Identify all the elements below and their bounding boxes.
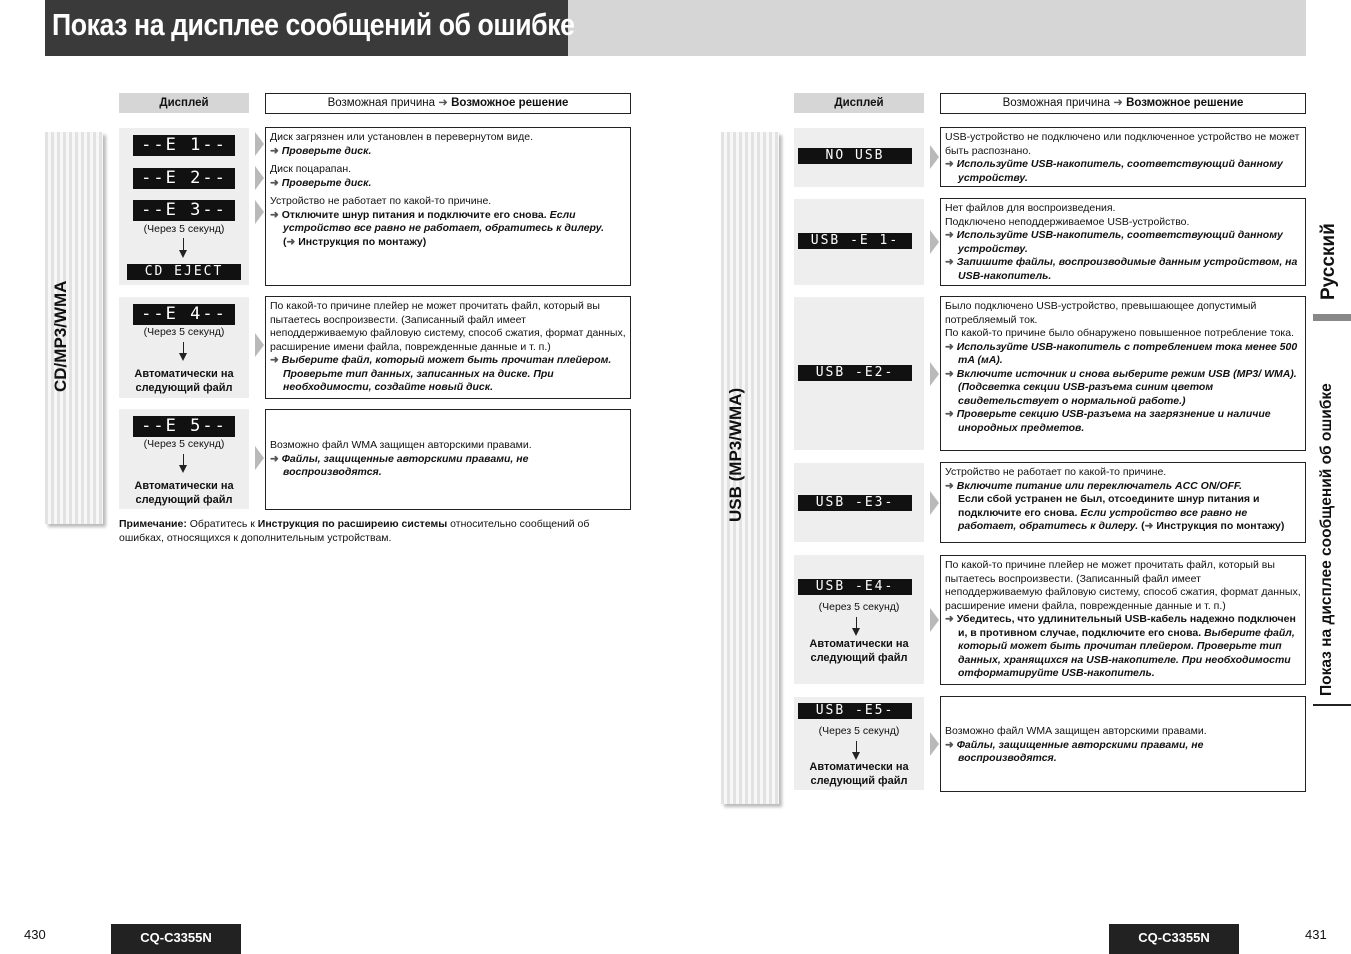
solution-e2: Проверьте диск. — [281, 176, 372, 189]
footnote-text: Обратитесь к — [189, 518, 255, 530]
display-panel-usb-e4 — [794, 555, 924, 684]
arrow-icon: ➜ — [270, 452, 279, 465]
display-panel-no-usb — [794, 128, 924, 187]
solution-text — [270, 177, 626, 191]
pointer-icon — [255, 333, 264, 357]
solution-no-usb: Используйте USB-накопитель, соответствующий данному устройству. — [956, 158, 1283, 184]
solution-text — [945, 480, 1301, 494]
header-cause: Возможная причина — [1002, 97, 1111, 109]
cause-text: Устройство не работает по какой-то причине. — [945, 466, 1167, 478]
solution-usb-e1-1: Используйте USB-накопитель, соответствующий данному устройству. — [956, 229, 1283, 255]
arrow-icon: ➜ — [945, 613, 954, 625]
arrow-icon: ➜ — [945, 229, 954, 241]
solution-usb-e3-2a: Если сбой устранен не был, отсоедините шнур питания и подключите его снова. — [958, 493, 1260, 519]
display-panel-cd-e4 — [119, 297, 249, 398]
cause-box-no-usb — [940, 127, 1306, 187]
solution-e5: Файлы, защищенные авторскими правами, не воспроизводятся. — [281, 452, 529, 478]
display-panel-usb-e3 — [794, 463, 924, 542]
section-label-usb: USB (MP3/WMA) — [726, 387, 745, 522]
pointer-icon — [255, 446, 264, 470]
arrow-icon: ➜ — [945, 256, 954, 268]
solution-e1: Проверьте диск. — [281, 144, 372, 157]
solution-e3-ref: Инструкция по монтажу — [298, 235, 423, 248]
cause-text: Возможно файл WMA защищен авторскими правами. — [945, 725, 1207, 737]
display-panel-usb-e2 — [794, 297, 924, 450]
arrow-icon: ➜ — [270, 176, 279, 189]
cause-text: Нет файлов для воспроизведения. — [945, 202, 1116, 214]
side-divider — [1313, 314, 1351, 321]
down-arrow-icon — [856, 741, 857, 758]
arrow-icon: ➜ — [270, 208, 279, 221]
cause-text: Было подключено USB-устройство, превышающее допустимый потребляемый ток. — [945, 300, 1257, 326]
lcd-no-usb: NO USB — [798, 148, 912, 164]
solution-text — [945, 229, 1301, 256]
solution-text — [945, 368, 1301, 409]
lcd-e3: --E 3-- — [133, 200, 235, 221]
after-5-seconds: (Через 5 секунд) — [143, 326, 225, 338]
auto-next-file: Автоматически на следующий файл — [134, 480, 234, 506]
solution-text — [270, 145, 626, 159]
cause-box-usb-e5 — [940, 696, 1306, 792]
cause-text: По какой-то причине плейер не может прочитать файл, который вы пытаетесь воспроизвести. (Записанный файл имеет неподдерживаемую файловую систему, способ сжатия, формат данных, расширение имени файла, поврежденные данные и т. п.) — [270, 300, 626, 353]
cause-text: Подключено неподдерживаемое USB-устройство. — [945, 215, 1190, 228]
solution-text: ➜ Отключите шнур питания и подключите его снова. Если устройство все равно не работает, обратитесь к дилеру. (➜ Инструкция по монтажу) — [270, 208, 605, 248]
cause-box-usb-e3 — [940, 462, 1306, 543]
lcd-usb-e3: USB -E3- — [798, 495, 912, 511]
lcd-cd-eject: CD EJECT — [127, 264, 241, 280]
solution-usb-e4-b: Выберите файл, который может быть прочитан плейером. Проверьте тип данных, хранящихся на USB-накопителе. При необходимости отформатируйте USB-накопитель. — [958, 626, 1295, 679]
solution-e3-a: Отключите шнур питания и подключите его снова. — [281, 208, 547, 221]
auto-next-file: Автоматически на следующий файл — [134, 368, 234, 394]
after-5-seconds: (Через 5 секунд) — [143, 438, 225, 450]
arrow-icon: ➜ — [945, 738, 954, 751]
lcd-e5: --E 5-- — [133, 416, 235, 437]
lcd-e2: --E 2-- — [133, 168, 235, 189]
side-underline — [1313, 704, 1351, 706]
pointer-icon — [930, 145, 939, 169]
pointer-icon — [930, 230, 939, 254]
footnote — [119, 517, 629, 545]
cause-box-usb-e2 — [940, 296, 1306, 451]
cause-text: Диск загрязнен или установлен в перевернутом виде. — [270, 131, 534, 143]
solution-text — [270, 354, 626, 395]
solution-text — [270, 453, 626, 480]
cause-text: По какой-то причине было обнаружено повышенное потребление тока. — [945, 327, 1294, 339]
lcd-usb-e1: USB -E 1- — [798, 233, 912, 249]
cause-text: USB-устройство не подключено или подключенное устройство не может быть распознано. — [945, 131, 1300, 157]
arrow-icon: ➜ — [945, 408, 954, 420]
pointer-icon — [930, 491, 939, 515]
display-panel-usb-e5 — [794, 697, 924, 790]
solution-text — [945, 613, 1301, 681]
side-language-label: Русский — [1318, 223, 1339, 300]
solution-text — [945, 256, 1301, 283]
down-arrow-icon — [183, 342, 184, 359]
solution-e4: Выберите файл, который может быть прочитан плейером. Проверьте тип данных, записанных на диске. При необходимости, создайте новый диск. — [281, 354, 612, 393]
arrow-icon: ➜ — [945, 367, 954, 380]
pointer-icon — [930, 608, 939, 632]
display-panel-cd-e1-e3 — [119, 128, 249, 285]
down-arrow-icon — [183, 454, 184, 471]
solution-text — [945, 341, 1301, 368]
header-solution: Возможное решение — [1126, 97, 1244, 109]
cause-box-usb-e1 — [940, 198, 1306, 286]
pointer-icon — [930, 732, 939, 756]
cause-text: Диск поцарапан. — [270, 163, 352, 175]
solution-e3-b: Если устройство все равно не работает, обратитесь к дилеру. — [283, 208, 605, 234]
display-panel-usb-e1 — [794, 199, 924, 285]
down-arrow-icon — [856, 617, 857, 634]
page-number-right: 431 — [1305, 927, 1327, 942]
section-label-cd: CD/MP3/WMA — [51, 280, 70, 392]
display-panel-cd-e5 — [119, 409, 249, 509]
solution-usb-e3-1: Включите питание или переключатель ACC ON/OFF. — [956, 479, 1243, 492]
lcd-e4: --E 4-- — [133, 304, 235, 325]
header-display: Дисплей — [119, 93, 249, 113]
solution-text — [945, 408, 1301, 435]
down-arrow-icon — [183, 238, 184, 256]
cause-box-usb-e4 — [940, 555, 1306, 685]
arrow-icon: ➜ — [270, 144, 279, 157]
cause-box-cd-e1-e3 — [265, 127, 631, 286]
auto-next-file: Автоматически на следующий файл — [809, 761, 909, 787]
solution-usb-e3-2b: Если устройство все равно не работает, обратитесь к дилеру. — [958, 506, 1248, 532]
arrow-icon: ➜ — [438, 97, 448, 109]
arrow-icon: ➜ — [945, 479, 954, 492]
cause-text: Устройство не работает по какой-то причине. — [270, 195, 492, 207]
cause-box-cd-e5 — [265, 409, 631, 510]
footnote-reference: Инструкция по расширеию системы — [257, 518, 448, 530]
after-5-seconds: (Через 5 секунд) — [818, 725, 900, 737]
after-5-seconds: (Через 5 секунд) — [818, 601, 900, 613]
auto-next-file: Автоматически на следующий файл — [809, 638, 909, 664]
page-number-left: 430 — [24, 927, 46, 942]
arrow-icon: ➜ — [270, 354, 279, 366]
pointer-icon — [255, 166, 264, 190]
solution-text — [945, 158, 1301, 185]
model-badge-right: CQ-C3355N — [1109, 924, 1239, 954]
lcd-e1: --E 1-- — [133, 135, 235, 156]
solution-text: Если сбой устранен не был, отсоедините шнур питания и подключите его снова. Если устройство все равно не работает, обратитесь к дилеру. (➜ Инструкция по монтажу) — [958, 493, 1285, 532]
lcd-usb-e4: USB -E4- — [798, 579, 912, 595]
after-5-seconds: (Через 5 секунд) — [143, 223, 225, 235]
solution-usb-e2-2: Включите источник и снова выберите режим USB (MP3/ WMA). (Подсветка секции USB-разъема синим цветом свидетельствует о нормальной работе.) — [956, 367, 1297, 407]
header-solution: Возможное решение — [451, 97, 569, 109]
pointer-icon — [255, 200, 264, 224]
header-display: Дисплей — [794, 93, 924, 113]
cause-text: Возможно файл WMA защищен авторскими правами. — [270, 439, 532, 451]
pointer-icon — [930, 362, 939, 386]
pointer-icon — [255, 132, 264, 156]
header-cause: Возможная причина — [327, 97, 436, 109]
footnote-text: относительно сообщений об ошибках, относящихся к дополнительным устройствам. — [119, 518, 590, 544]
arrow-icon: ➜ — [1113, 97, 1123, 109]
lcd-usb-e2: USB -E2- — [798, 365, 912, 381]
header-cause-solution — [265, 93, 631, 114]
solution-usb-e4-a: Убедитесь, что удлинительный USB-кабель надежно подключен и, в противном случае, подключите его снова. — [956, 613, 1296, 639]
footnote-label: Примечание: — [119, 518, 187, 530]
cause-text: По какой-то причине плейер не может прочитать файл, который вы пытаетесь воспроизвести. (Записанный файл имеет неподдерживаемую файловую систему, способ сжатия, формат данных, расширение имени файла, поврежденные данные и т. п.) — [945, 559, 1301, 612]
solution-usb-e3-ref: Инструкция по монтажу — [1156, 520, 1281, 532]
solution-usb-e2-1: Используйте USB-накопитель с потреблением тока менее 500 mA (мА). — [956, 340, 1298, 366]
solution-text — [945, 739, 1301, 766]
side-section-title: Показ на дисплее сообщений об ошибке — [1318, 383, 1335, 696]
page-title: Показ на дисплее сообщений об ошибке — [52, 7, 575, 42]
solution-usb-e1-2: Запишите файлы, воспроизводимые данным устройством, на USB-накопитель. — [956, 256, 1298, 282]
solution-usb-e2-3: Проверьте секцию USB-разъема на загрязнение и наличие инородных предметов. — [956, 408, 1271, 434]
cause-box-cd-e4 — [265, 296, 631, 399]
arrow-icon: ➜ — [945, 158, 954, 170]
model-badge-left: CQ-C3355N — [111, 924, 241, 954]
header-cause-solution — [940, 93, 1306, 114]
lcd-usb-e5: USB -E5- — [798, 703, 912, 719]
solution-usb-e5: Файлы, защищенные авторскими правами, не воспроизводятся. — [956, 738, 1204, 764]
arrow-icon: ➜ — [945, 340, 954, 353]
